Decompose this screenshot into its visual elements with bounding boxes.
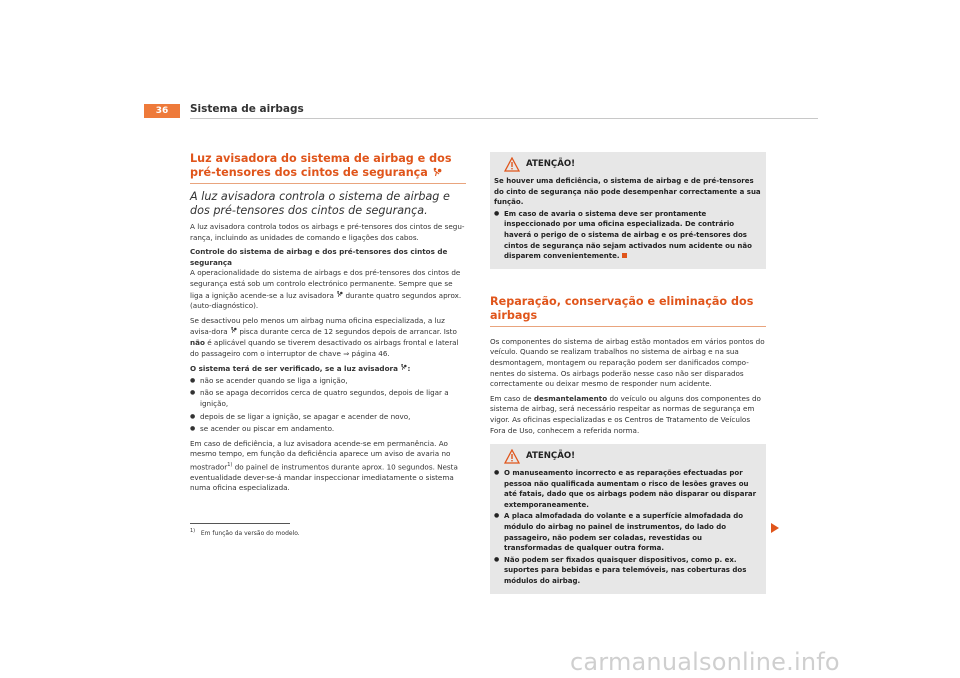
section-title-warning-lamp: [190, 152, 466, 180]
check-list: [190, 376, 466, 435]
continue-arrow-icon: [770, 522, 780, 534]
paragraph-deactivated: [190, 316, 466, 359]
text-fragment: A operacionalidade do sistema de airbags e dos pré-tensores dos cintos de segurança está sob um controlo electrónico permanente. Sempre que se liga a ignição acende-se a luz avisadora: [190, 268, 461, 300]
section-title-text: Luz avisadora do sistema de airbag e dos pré-tensores dos cintos de segurança: [190, 152, 452, 179]
text-fragment: do painel de instrumentos durante aprox. 10 segundos. Nesta eventualidade dever-se-á mandar inspeccionar imediatamente o sistema numa oficina especializada.: [190, 462, 458, 493]
text-fragment: :: [407, 364, 411, 374]
footnote-text: Em função da versão do modelo.: [200, 530, 300, 537]
airbag-warning-lamp-icon: [336, 290, 343, 298]
bold-word: não: [190, 337, 205, 347]
end-of-section-mark: [622, 253, 627, 258]
list-item: ● se acender ou piscar em andamento.: [190, 424, 466, 435]
section-title-repair: Reparação, conservação e eliminação dos airbags: [490, 294, 754, 322]
warning-header: [494, 156, 762, 172]
subheading-control: Controle do sistema de airbag e dos pré-tensores dos cintos de segurança: [190, 247, 448, 267]
right-column: [490, 152, 766, 594]
bold-word: desmantelamento: [533, 393, 608, 403]
paragraph-control: [190, 268, 466, 311]
paragraph-components: Os componentes do sistema de airbag estão montados em vários pontos do veículo. Quando se realizam trabalhos no sistema de airbag e na sua desmontagem, montagem ou reparação podem ser danificados compo-nentes do sistema. Os airbags poderão nesse caso não ser disparados correctamente ou deixar mesmo de responder num acidente.: [490, 336, 765, 389]
list-item: ● depois de se ligar a ignição, se apagar e acender de novo,: [190, 412, 466, 423]
lead-text: A luz avisadora controla o sistema de airbag e dos pré-tensores dos cintos de segurança.: [190, 190, 450, 217]
list-item: ● Não podem ser fixados quaisquer dispositivos, como p. ex. suportes para bebidas e para telemóveis, nas coberturas dos módulos do airbag.: [494, 555, 762, 587]
text-fragment: O sistema terá de ser verificado, se a luz avisadora: [190, 364, 398, 374]
paragraph-intro: A luz avisadora controla todos os airbags e pré-tensores dos cintos de segu-rança, incluindo as unidades de comando e ligações dos cabos.: [190, 222, 465, 242]
footnote-ref: 1): [227, 461, 233, 468]
warning-body: [494, 468, 762, 587]
list-item: ● A placa almofadada do volante e a superfície almofadada do módulo do airbag no painel de instrumentos, do lado do passageiro, não podem ser coladas, revestidas ou transformadas de qualquer outra forma.: [494, 511, 762, 553]
text-fragment: Em caso de deficiência, a luz avisadora acende-se em permanência. Ao mesmo tempo, em função da deficiência aparece um aviso de avaria no mostrador: [190, 438, 451, 472]
paragraph-deficiency: [190, 439, 466, 494]
footnote-mark: 1): [190, 528, 196, 534]
warning-box-2: [490, 444, 766, 594]
text-fragment: do veículo ou alguns dos componentes do sistema de airbag, será necessário respeitar as normas de segurança em vigor. As oficinas especializadas e os Centros de Tratamento de Veículos Fora de Uso, conhecem a referida norma.: [490, 393, 761, 435]
page-reference-arrow: ⇒: [343, 348, 350, 358]
list-item: ● O manuseamento incorrecto e as reparações efectuadas por pessoa não qualificada aumentam o risco de lesões graves ou até fatais, dado que os airbags podem não disparar ou disparar extemporaneamente.: [494, 468, 762, 510]
warning-body: [494, 176, 762, 262]
warning-title: ATENÇÃO!: [526, 451, 576, 462]
list-item: ● não se apaga decorridos cerca de quatro segundos, depois de ligar a ignição,: [190, 388, 466, 409]
left-column: [190, 152, 466, 494]
list-item: ● não se acender quando se liga a ignição,: [190, 376, 466, 387]
warning-box-1: [490, 152, 766, 269]
text-fragment: é aplicável quando se tiverem desactivado os airbags frontal e lateral do passageiro com o interruptor de chave: [190, 337, 459, 358]
warning-triangle-icon: [504, 157, 520, 172]
page-reference: página 46.: [351, 348, 390, 358]
airbag-warning-lamp-icon: [230, 326, 237, 334]
airbag-warning-lamp-icon: [432, 167, 442, 177]
list-item: [494, 209, 762, 262]
warning-title: ATENÇÃO!: [526, 159, 576, 169]
text-fragment: durante quatro segundos aprox. (auto-diagnóstico).: [190, 290, 462, 311]
watermark: carmanualsonline.info: [570, 648, 840, 676]
chapter-title: Sistema de airbags: [190, 103, 304, 115]
warning-text: Se houver uma deficiência, o sistema de airbag e de pré-tensores do cinto de segurança não pode desempenhar correctamente a sua função.: [494, 177, 761, 207]
header-rule: [190, 118, 818, 119]
warning-header: [494, 448, 762, 464]
subheading-check: [190, 363, 466, 375]
text-fragment: Se desactivou pelo menos um airbag numa oficina especializada, a luz avisa-dora: [190, 315, 445, 337]
page-number: 36: [144, 104, 180, 118]
text-fragment: pisca durante cerca de 12 segundos depois de arrancar. Isto: [239, 327, 457, 337]
warning-list: [494, 209, 762, 262]
section-rule: [190, 183, 466, 184]
text-fragment: Em caso de: [490, 393, 532, 403]
warning-triangle-icon: [504, 449, 520, 464]
footnote: [190, 528, 300, 537]
paragraph-dismantling: [490, 394, 766, 436]
text-fragment: Em caso de avaria o sistema deve ser prontamente inspeccionado por uma oficina especializada. De contrário haverá o perigo de o sistema de airbag e os pré-tensores dos cintos de segurança não sejam activados num acidente ou não disparem convenientemente.: [504, 209, 752, 261]
warning-list: [494, 468, 762, 587]
footnote-rule: [190, 523, 290, 524]
